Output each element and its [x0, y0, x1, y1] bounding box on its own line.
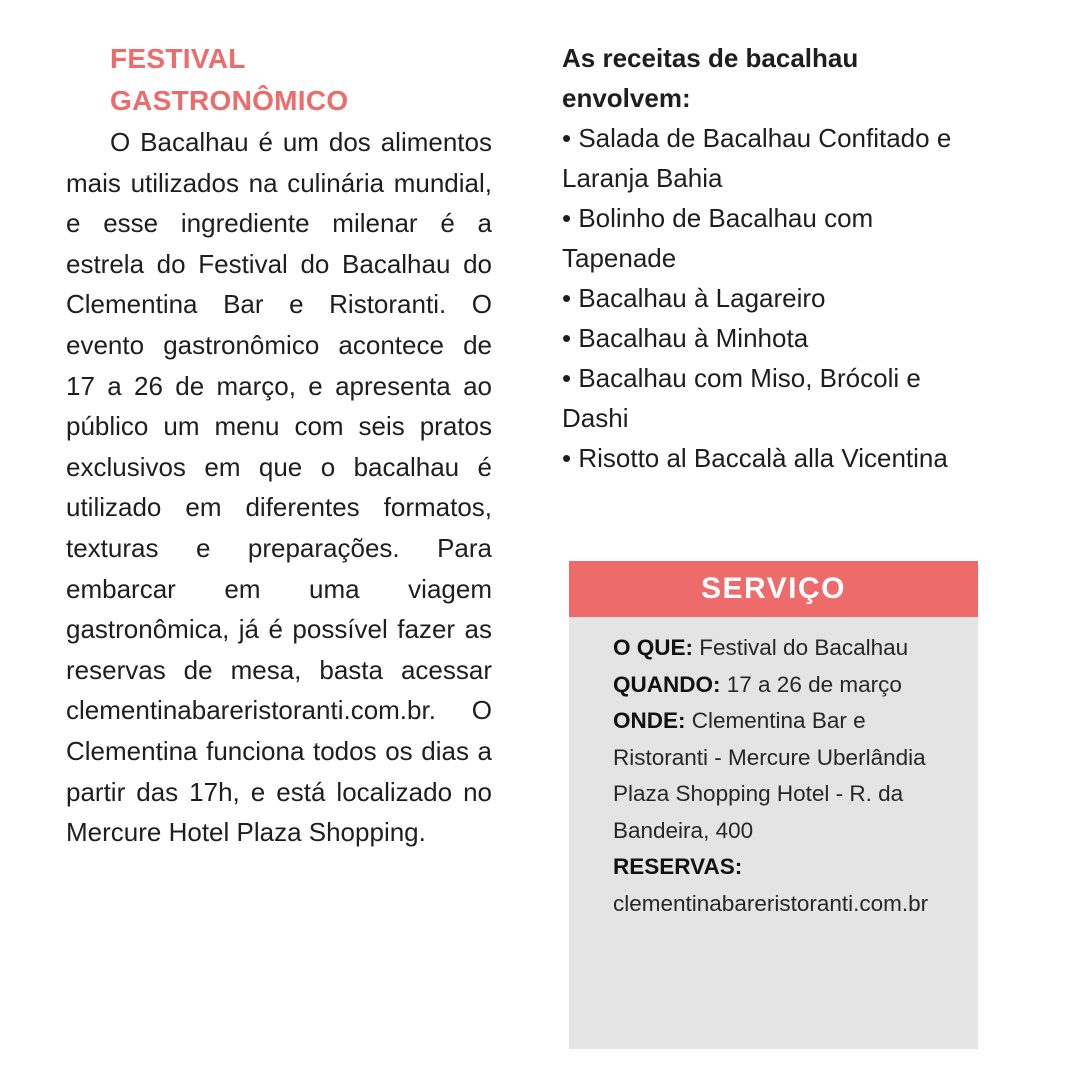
recipe-item: • Risotto al Baccalà alla Vicentina [562, 443, 948, 473]
what-value: Festival do Bacalhau [699, 635, 909, 660]
recipe-item: • Bacalhau à Lagareiro [562, 283, 826, 313]
recipe-item: • Salada de Bacalhau Confitado e Laranja Bahia [562, 123, 952, 193]
what-label: O QUE: [613, 635, 694, 660]
recipe-item: • Bacalhau à Minhota [562, 323, 809, 353]
recipes-heading: As receitas de bacalhau envolvem: [562, 43, 859, 113]
recipe-item: • Bolinho de Bacalhau com Tapenade [562, 203, 874, 273]
where-value: Clementina Bar e Ristoranti - Mercure Uberlândia Plaza Shopping Hotel - R. da Bandeira, 400 [613, 708, 926, 843]
service-title: SERVIÇO [569, 561, 978, 617]
recipes-column [562, 38, 992, 478]
article-title-line-1: FESTIVAL [110, 43, 246, 74]
article-body: O Bacalhau é um dos alimentos mais utilizados na culinária mundial, e esse ingrediente milenar é a estrela do Festival do Bacalhau do Clementina Bar e Ristoranti. O evento gastronômico acontece de 17 a 26 de março, e apresenta ao público um menu com seis pratos exclusivos em que o bacalhau é utilizado em diferentes formatos, texturas e preparações. Para embarcar em uma viagem gastronômica, já é possível fazer as reservas de mesa, basta acessar clementinabareristoranti.com.br. O Clementina funciona todos os dias a partir das 17h, e está localizado no Mercure Hotel Plaza Shopping. [66, 127, 492, 848]
where-label: ONDE: [613, 708, 686, 733]
service-when [613, 667, 938, 704]
reservations-label: RESERVAS: [613, 854, 743, 879]
recipe-list [562, 118, 992, 478]
reservations-value: clementinabareristoranti.com.br [613, 890, 929, 916]
service-what [613, 630, 938, 667]
article-column [66, 38, 492, 853]
service-where [613, 703, 938, 849]
service-details [569, 617, 978, 922]
recipe-item: • Bacalhau com Miso, Brócoli e Dashi [562, 363, 921, 433]
article-title-line-2: GASTRONÔMICO [110, 85, 349, 116]
service-reservations [613, 849, 938, 922]
when-value: 17 a 26 de março [726, 671, 902, 697]
article-title [110, 38, 492, 122]
when-label: QUANDO: [613, 671, 721, 697]
service-box [569, 561, 978, 1049]
